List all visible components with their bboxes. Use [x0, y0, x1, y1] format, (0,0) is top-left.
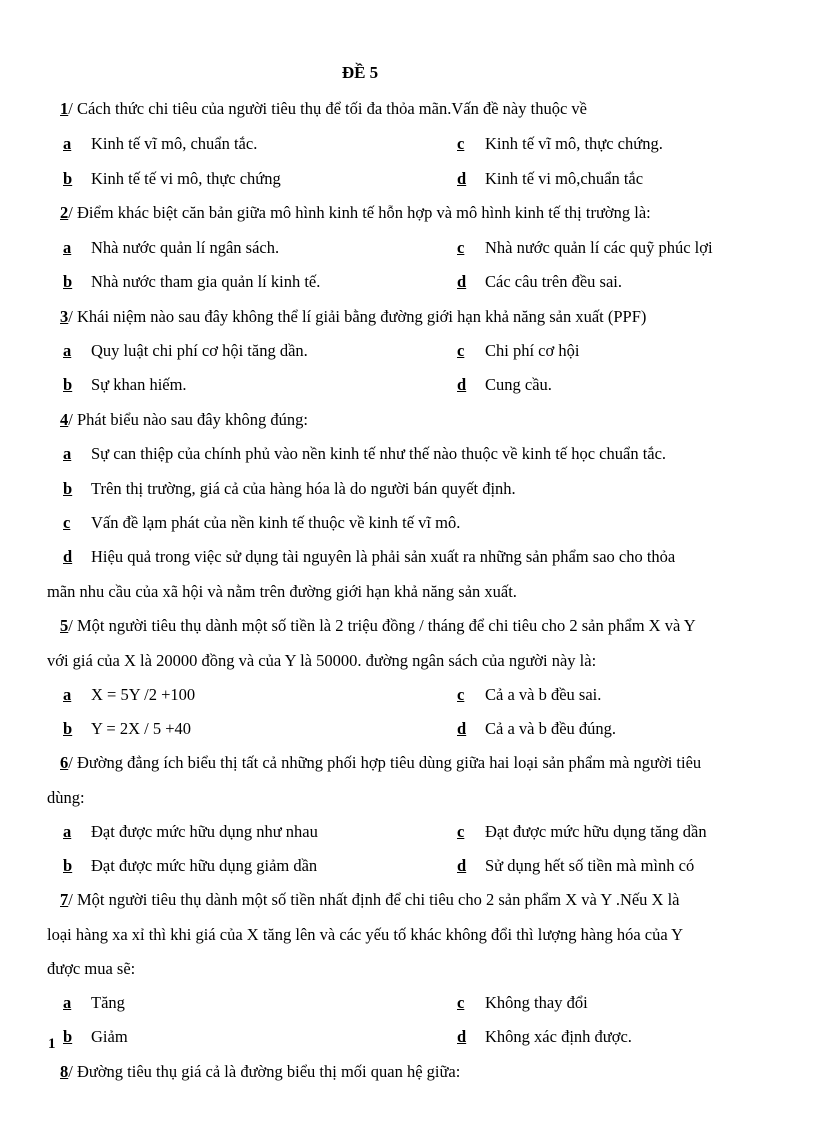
option-letter: d — [63, 547, 73, 566]
option-text: Cung cầu. — [485, 375, 552, 394]
question-text: / Khái niệm nào sau đây không thể lí giải bằng đường giới hạn khả năng sản xuất (PPF) — [68, 307, 647, 326]
question-5 — [60, 615, 696, 637]
question-1 — [60, 98, 587, 120]
option-text: Quy luật chi phí cơ hội tăng dần. — [91, 341, 308, 360]
option-text: Trên thị trường, giá cả của hàng hóa là do người bán quyết định. — [91, 479, 516, 498]
option-letter: d — [457, 856, 467, 875]
question-number: 2 — [60, 203, 69, 222]
option-letter: b — [63, 856, 73, 875]
option-letter: b — [63, 479, 73, 498]
question-text: / Đường đẳng ích biểu thị tất cả những phối hợp tiêu dùng giữa hai loại sản phẩm mà người tiêu — [68, 753, 702, 772]
option-text: X = 5Y /2 +100 — [91, 685, 196, 704]
option-text: Chi phí cơ hội — [485, 341, 580, 360]
option-letter: d — [457, 719, 467, 738]
question-text: / Điểm khác biệt căn bản giữa mô hình kinh tế hỗn hợp và mô hình kinh tế thị trường là: — [68, 203, 651, 222]
option-letter: a — [63, 444, 72, 463]
option-text: Đạt được mức hữu dụng tăng dần — [485, 822, 707, 841]
option-letter: b — [63, 375, 73, 394]
option-text: Các câu trên đều sai. — [485, 272, 622, 291]
question-text: / Một người tiêu thụ dành một số tiền là 2 triệu đồng / tháng để chi tiêu cho 2 sản phẩm X và Y — [68, 616, 696, 635]
option-text: Vấn đề lạm phát của nền kinh tế thuộc về kinh tế vĩ mô. — [91, 513, 461, 532]
question-number: 7 — [60, 890, 69, 909]
exam-title: ĐỀ 5 — [341, 63, 379, 82]
option-text: Hiệu quả trong việc sử dụng tài nguyên là phải sản xuất ra những sản phẩm sao cho thỏa — [91, 547, 676, 566]
option-letter: c — [457, 822, 465, 841]
option-letter: c — [457, 238, 465, 257]
option-letter: d — [457, 1027, 467, 1046]
option-text: Cả a và b đều sai. — [485, 685, 602, 704]
question-number: 8 — [60, 1062, 69, 1081]
option-letter: d — [457, 272, 467, 291]
option-text: Y = 2X / 5 +40 — [91, 719, 192, 738]
option-text: Sự can thiệp của chính phủ vào nền kinh tế như thế nào thuộc về kinh tế học chuẩn tắc. — [91, 444, 667, 463]
option-letter: b — [63, 1027, 73, 1046]
question-7 — [60, 889, 680, 911]
question-number: 6 — [60, 753, 69, 772]
option-letter: a — [63, 134, 72, 153]
option-letter: b — [63, 272, 73, 291]
option-text: Giảm — [91, 1027, 128, 1046]
question-continuation: dùng: — [47, 788, 85, 807]
question-number: 4 — [60, 410, 69, 429]
question-text: / Phát biểu nào sau đây không đúng: — [68, 410, 308, 429]
question-3 — [60, 306, 646, 328]
option-text: Nhà nước tham gia quản lí kinh tế. — [91, 272, 321, 291]
question-8 — [60, 1061, 460, 1083]
option-text: Không thay đổi — [485, 993, 588, 1012]
option-text: Tăng — [91, 993, 125, 1012]
option-letter: c — [457, 685, 465, 704]
option-letter: a — [63, 341, 72, 360]
option-letter: d — [457, 169, 467, 188]
question-continuation: loại hàng xa xỉ thì khi giá của X tăng lên và các yếu tố khác không đổi thì lượng hàng hóa của Y — [47, 925, 684, 944]
option-letter: a — [63, 685, 72, 704]
question-2 — [60, 202, 651, 224]
option-letter: d — [457, 375, 467, 394]
option-text: Sử dụng hết số tiền mà mình có — [485, 856, 695, 875]
question-number: 5 — [60, 616, 69, 635]
option-text: Không xác định được. — [485, 1027, 632, 1046]
option-text: Sự khan hiếm. — [91, 375, 187, 394]
question-number: 3 — [60, 307, 69, 326]
option-text: Đạt được mức hữu dụng như nhau — [91, 822, 318, 841]
option-letter: a — [63, 993, 72, 1012]
option-text: Đạt được mức hữu dụng giảm dần — [91, 856, 318, 875]
page-number: 1 — [48, 1036, 56, 1052]
option-letter: b — [63, 169, 73, 188]
question-4 — [60, 409, 308, 431]
option-text: Kinh tế tế vi mô, thực chứng — [91, 169, 281, 188]
option-letter: c — [457, 993, 465, 1012]
option-letter: a — [63, 822, 72, 841]
option-text: Kinh tế vĩ mô, thực chứng. — [485, 134, 663, 153]
option-text: Nhà nước quản lí ngân sách. — [91, 238, 280, 257]
question-6 — [60, 752, 701, 774]
option-text: Nhà nước quản lí các quỹ phúc lợi — [485, 238, 713, 257]
option-letter: a — [63, 238, 72, 257]
option-letter: c — [63, 513, 71, 532]
question-continuation: được mua sẽ: — [47, 959, 136, 978]
option-text: Cả a và b đều đúng. — [485, 719, 617, 738]
question-text: / Một người tiêu thụ dành một số tiền nhất định để chi tiêu cho 2 sản phẩm X và Y .Nếu X là — [68, 890, 680, 909]
option-continuation: mãn nhu cầu của xã hội và nằm trên đường giới hạn khả năng sản xuất. — [47, 582, 517, 601]
question-number: 1 — [60, 99, 69, 118]
option-letter: c — [457, 341, 465, 360]
option-letter: b — [63, 719, 73, 738]
question-text: / Cách thức chi tiêu của người tiêu thụ để tối đa thỏa mãn.Vấn đề này thuộc về — [68, 99, 587, 118]
question-text: / Đường tiêu thụ giá cả là đường biểu thị mối quan hệ giữa: — [68, 1062, 461, 1081]
option-text: Kinh tế vĩ mô, chuẩn tắc. — [91, 134, 258, 153]
option-letter: c — [457, 134, 465, 153]
question-continuation: với giá của X là 20000 đồng và của Y là 50000. đường ngân sách của người này là: — [47, 651, 597, 670]
option-text: Kinh tế vi mô,chuẩn tắc — [485, 169, 644, 188]
